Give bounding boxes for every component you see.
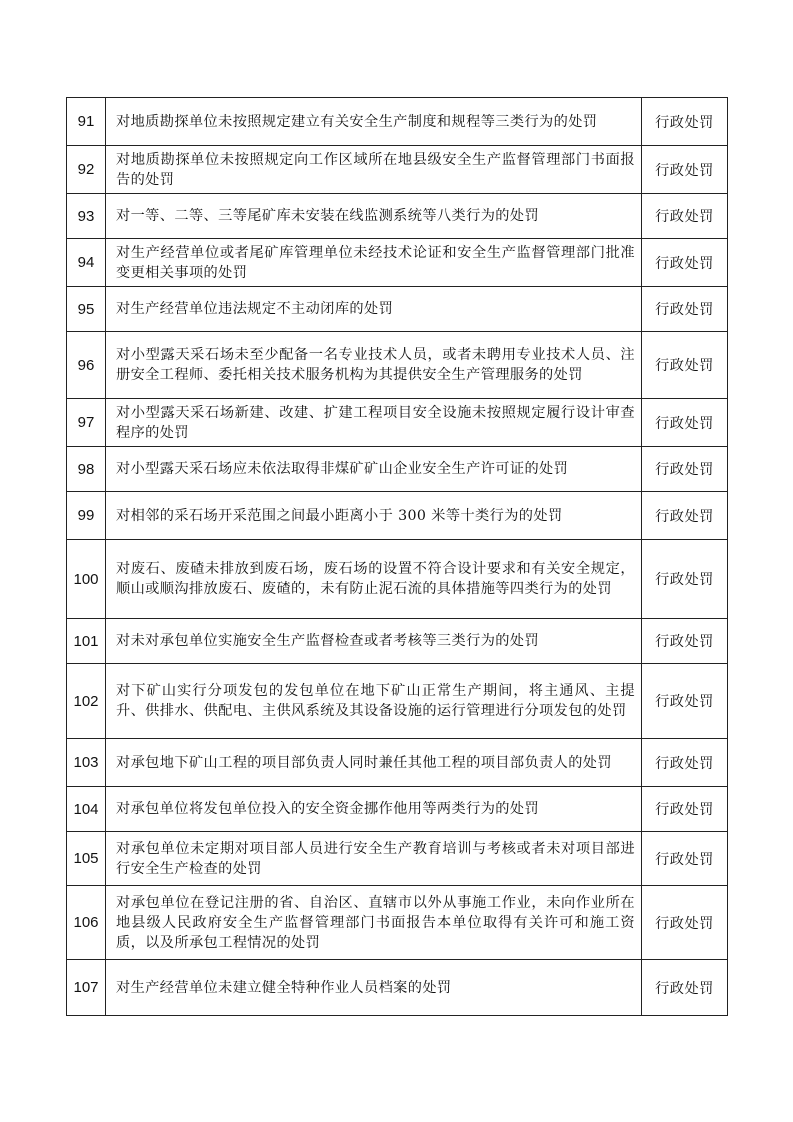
item-type: 行政处罚 — [642, 619, 728, 664]
table-row — [67, 886, 728, 960]
table-row — [67, 832, 728, 886]
table-row — [67, 332, 728, 399]
item-type: 行政处罚 — [642, 332, 728, 399]
item-type: 行政处罚 — [642, 492, 728, 540]
item-number: 103 — [67, 739, 106, 787]
item-description: 对承包单位在登记注册的省、自治区、直辖市以外从事施工作业，未向作业所在地县级人民政府安全生产监督管理部门书面报告本单位取得有关许可和施工资质，以及所承包工程情况的处罚 — [106, 886, 642, 960]
item-number: 105 — [67, 832, 106, 886]
item-description: 对下矿山实行分项发包的发包单位在地下矿山正常生产期间，将主通风、主提升、供排水、供配电、主供风系统及其设备设施的运行管理进行分项发包的处罚 — [106, 664, 642, 739]
item-type: 行政处罚 — [642, 146, 728, 194]
item-number: 100 — [67, 540, 106, 619]
item-number: 96 — [67, 332, 106, 399]
item-type: 行政处罚 — [642, 399, 728, 447]
item-type: 行政处罚 — [642, 960, 728, 1016]
item-description: 对一等、二等、三等尾矿库未安装在线监测系统等八类行为的处罚 — [106, 194, 642, 239]
item-description: 对废石、废碴未排放到废石场，废石场的设置不符合设计要求和有关安全规定，顺山或顺沟排放废石、废碴的，未有防止泥石流的具体措施等四类行为的处罚 — [106, 540, 642, 619]
penalty-items-table — [66, 97, 728, 1016]
table-row — [67, 447, 728, 492]
item-number: 104 — [67, 787, 106, 832]
item-description: 对相邻的采石场开采范围之间最小距离小于 300 米等十类行为的处罚 — [106, 492, 642, 540]
table-row — [67, 399, 728, 447]
item-number: 98 — [67, 447, 106, 492]
item-number: 106 — [67, 886, 106, 960]
item-type: 行政处罚 — [642, 239, 728, 287]
table-row — [67, 739, 728, 787]
item-number: 94 — [67, 239, 106, 287]
item-description: 对地质勘探单位未按照规定向工作区域所在地县级安全生产监督管理部门书面报告的处罚 — [106, 146, 642, 194]
item-number: 99 — [67, 492, 106, 540]
item-number: 107 — [67, 960, 106, 1016]
item-number: 93 — [67, 194, 106, 239]
table-row — [67, 540, 728, 619]
item-type: 行政处罚 — [642, 664, 728, 739]
item-number: 102 — [67, 664, 106, 739]
item-type: 行政处罚 — [642, 787, 728, 832]
item-number: 95 — [67, 287, 106, 332]
table-row — [67, 287, 728, 332]
item-type: 行政处罚 — [642, 832, 728, 886]
item-type: 行政处罚 — [642, 886, 728, 960]
item-number: 101 — [67, 619, 106, 664]
item-description: 对承包单位未定期对项目部人员进行安全生产教育培训与考核或者未对项目部进行安全生产检查的处罚 — [106, 832, 642, 886]
table-row — [67, 787, 728, 832]
item-type: 行政处罚 — [642, 447, 728, 492]
item-description: 对生产经营单位或者尾矿库管理单位未经技术论证和安全生产监督管理部门批准变更相关事项的处罚 — [106, 239, 642, 287]
table-row — [67, 239, 728, 287]
table-row — [67, 492, 728, 540]
item-description: 对生产经营单位违法规定不主动闭库的处罚 — [106, 287, 642, 332]
item-description: 对地质勘探单位未按照规定建立有关安全生产制度和规程等三类行为的处罚 — [106, 98, 642, 146]
item-number: 91 — [67, 98, 106, 146]
item-description: 对小型露天采石场应未依法取得非煤矿矿山企业安全生产许可证的处罚 — [106, 447, 642, 492]
item-description: 对小型露天采石场新建、改建、扩建工程项目安全设施未按照规定履行设计审查程序的处罚 — [106, 399, 642, 447]
table-row — [67, 664, 728, 739]
table-row — [67, 98, 728, 146]
item-description: 对未对承包单位实施安全生产监督检查或者考核等三类行为的处罚 — [106, 619, 642, 664]
item-type: 行政处罚 — [642, 194, 728, 239]
table-row — [67, 619, 728, 664]
item-description: 对生产经营单位未建立健全特种作业人员档案的处罚 — [106, 960, 642, 1016]
item-type: 行政处罚 — [642, 739, 728, 787]
table-row — [67, 194, 728, 239]
item-type: 行政处罚 — [642, 98, 728, 146]
item-type: 行政处罚 — [642, 287, 728, 332]
item-description: 对小型露天采石场未至少配备一名专业技术人员，或者未聘用专业技术人员、注册安全工程师、委托相关技术服务机构为其提供安全生产管理服务的处罚 — [106, 332, 642, 399]
item-type: 行政处罚 — [642, 540, 728, 619]
table-row — [67, 960, 728, 1016]
item-description: 对承包单位将发包单位投入的安全资金挪作他用等两类行为的处罚 — [106, 787, 642, 832]
item-number: 92 — [67, 146, 106, 194]
table-row — [67, 146, 728, 194]
item-number: 97 — [67, 399, 106, 447]
item-description: 对承包地下矿山工程的项目部负责人同时兼任其他工程的项目部负责人的处罚 — [106, 739, 642, 787]
